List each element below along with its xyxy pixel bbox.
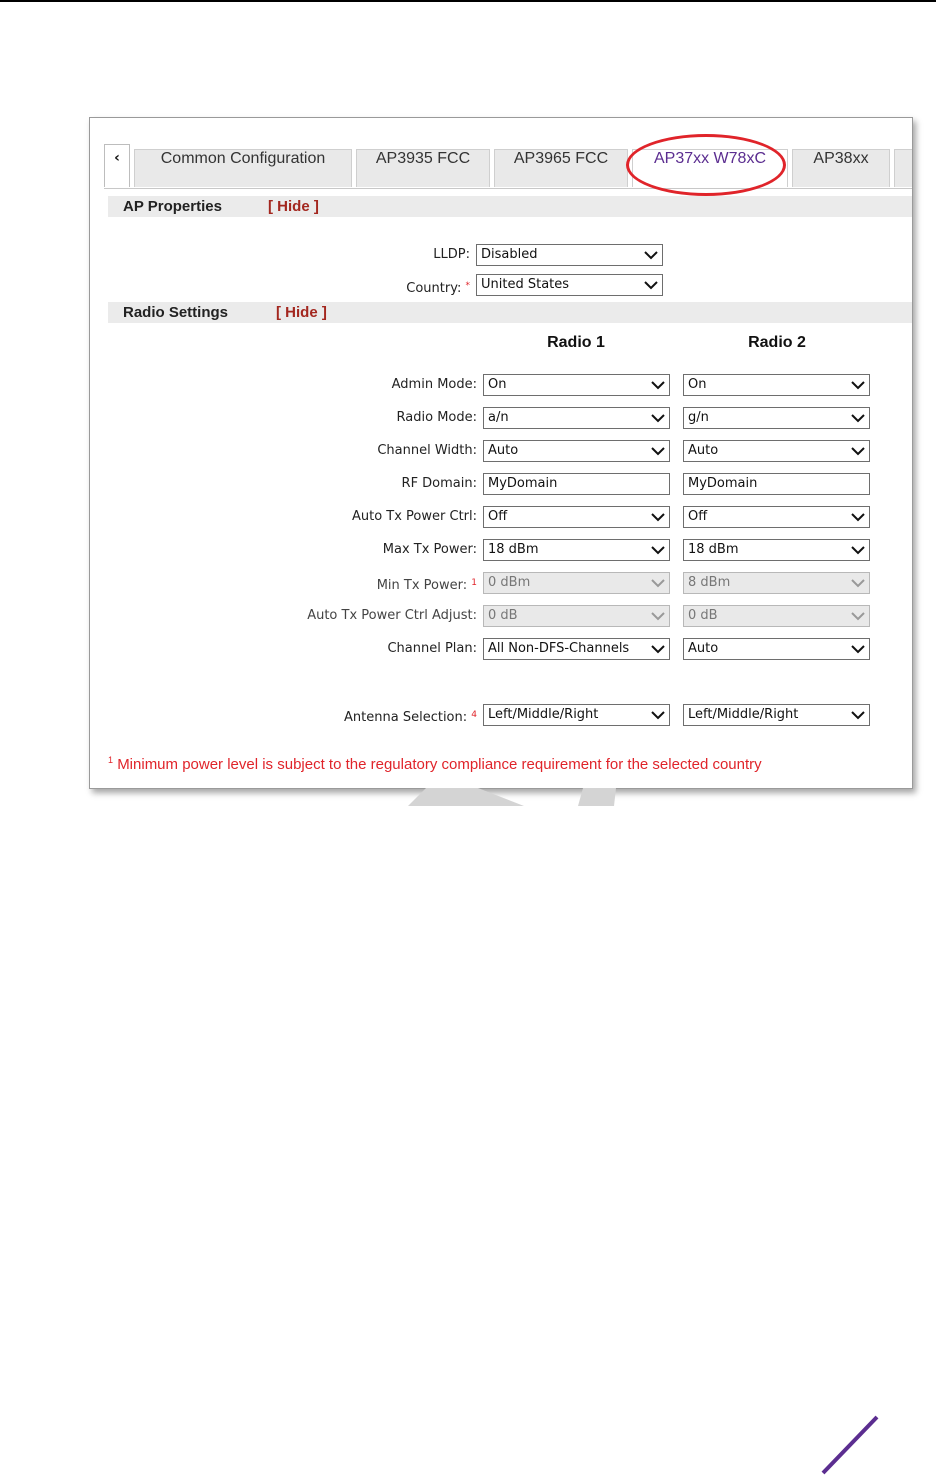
radio-settings-title: Radio Settings [123,304,229,321]
radio2-channel-plan-select[interactable]: Auto [683,638,870,660]
radio-settings-header [108,302,913,323]
radio1-channel-width-select[interactable]: Auto [483,440,670,462]
chevron-down-icon [851,610,865,622]
watermark-shape [408,788,616,806]
tab-strip [104,144,913,189]
admin-mode-label: Admin Mode: [391,377,477,392]
radio2-rf-domain-input[interactable]: MyDomain [683,473,870,495]
tab-ap38xx[interactable]: AP38xx [792,149,890,187]
ap-properties-title: AP Properties [123,198,222,215]
radio1-admin-mode-select[interactable]: On [483,374,670,396]
radio2-min-tx-power-select: 8 dBm [683,572,870,594]
radio2-admin-mode-select[interactable]: On [683,374,870,396]
min-tx-power-label: Min Tx Power: $^1$ [376,578,477,593]
tab-ap37xx-w78xc[interactable]: AP37xx W78xC [632,149,788,187]
highlight-circle [626,134,786,196]
radio2-auto-tx-power-ctrl-select[interactable]: Off [683,506,870,528]
tab-ap3935-fcc[interactable]: AP3935 FCC [356,149,490,187]
radio1-auto-tx-power-ctrl-select[interactable]: Off [483,506,670,528]
chevron-down-icon [851,379,865,391]
rf-domain-label: RF Domain: [401,476,477,491]
ap-properties-header [108,196,913,217]
chevron-down-icon [651,544,665,556]
brand-logo-stroke [815,1415,885,1475]
chevron-down-icon [644,249,658,261]
radio2-header: Radio 2 [748,334,806,351]
screenshot-frame [89,117,913,789]
chevron-down-icon [851,511,865,523]
chevron-down-icon [651,709,665,721]
page-header-rule [0,0,936,2]
chevron-down-icon [651,412,665,424]
footnote: $^1$ Minimum power level is subject to the regulatory compliance requirement for the selected country [108,755,762,773]
tab-ap3965-fcc[interactable]: AP3965 FCC [494,149,628,187]
radio2-antenna-selection-select[interactable]: Left/Middle/Right [683,704,870,726]
radio-settings-hide-link[interactable]: [ Hide ] [276,304,327,321]
radio2-channel-width-select[interactable]: Auto [683,440,870,462]
chevron-down-icon [851,577,865,589]
chevron-down-icon [644,279,658,291]
chevron-down-icon [651,643,665,655]
country-select[interactable]: United States [476,274,663,296]
radio1-header: Radio 1 [547,334,605,351]
chevron-down-icon [651,379,665,391]
chevron-down-icon [651,610,665,622]
radio1-channel-plan-select[interactable]: All Non-DFS-Channels [483,638,670,660]
auto-tx-power-ctrl-label: Auto Tx Power Ctrl: [351,509,477,524]
chevron-down-icon [851,445,865,457]
chevron-down-icon [651,445,665,457]
tab-more[interactable] [894,149,913,187]
radio1-rf-domain-input[interactable]: MyDomain [483,473,670,495]
radio2-radio-mode-select[interactable]: g/n [683,407,870,429]
radio1-radio-mode-select[interactable]: a/n [483,407,670,429]
chevron-down-icon [851,643,865,655]
radio2-max-tx-power-select[interactable]: 18 dBm [683,539,870,561]
tab-scroll-left-button[interactable]: ‹ [104,144,130,187]
radio1-auto-tx-power-ctrl-adjust-select: 0 dB [483,605,670,627]
channel-width-label: Channel Width: [377,443,477,458]
radio1-antenna-selection-select[interactable]: Left/Middle/Right [483,704,670,726]
channel-plan-label: Channel Plan: [387,641,477,656]
lldp-label: LLDP: [433,247,470,262]
auto-tx-power-ctrl-adjust-label: Auto Tx Power Ctrl Adjust: [307,608,477,623]
tab-common-configuration[interactable]: Common Configuration [134,149,352,187]
country-label: Country: * [406,281,470,296]
chevron-down-icon [851,709,865,721]
max-tx-power-label: Max Tx Power: [382,542,477,557]
lldp-select[interactable]: Disabled [476,244,663,266]
radio-mode-label: Radio Mode: [396,410,477,425]
chevron-down-icon [651,511,665,523]
radio1-min-tx-power-select: 0 dBm [483,572,670,594]
chevron-down-icon [851,412,865,424]
chevron-down-icon [651,577,665,589]
chevron-down-icon [851,544,865,556]
antenna-selection-label: Antenna Selection: $^4$ [344,710,477,725]
radio1-max-tx-power-select[interactable]: 18 dBm [483,539,670,561]
ap-properties-hide-link[interactable]: [ Hide ] [268,198,319,215]
radio2-auto-tx-power-ctrl-adjust-select: 0 dB [683,605,870,627]
